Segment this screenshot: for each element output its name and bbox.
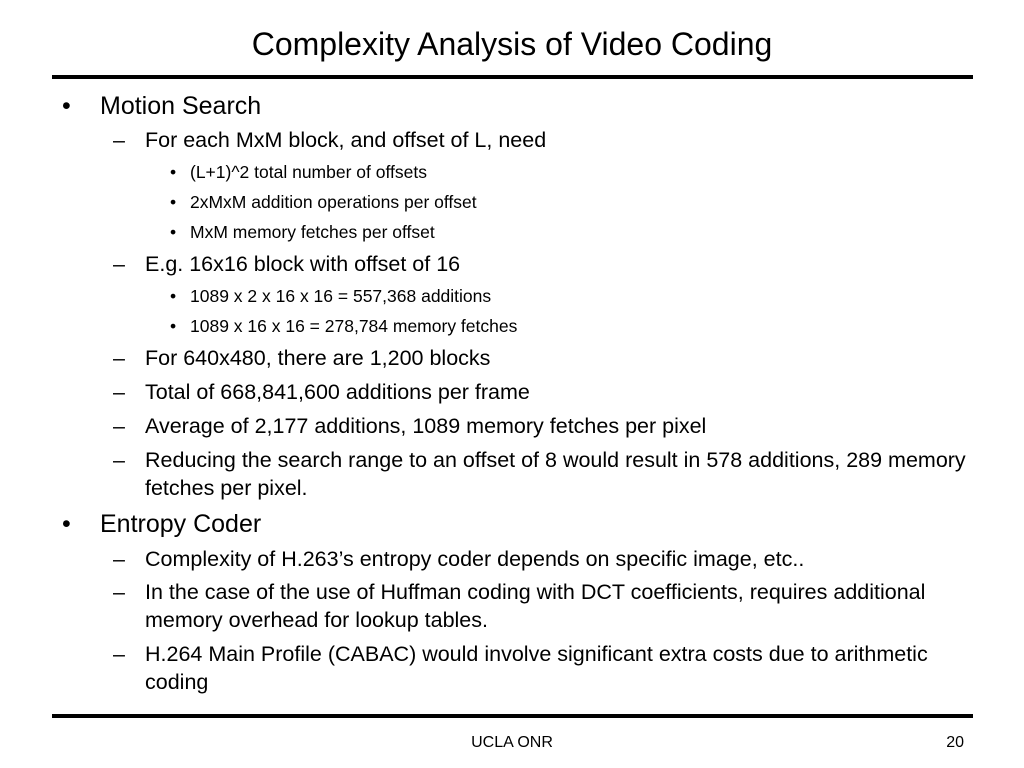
page-number: 20	[946, 734, 964, 751]
bullet-dot: •	[170, 162, 177, 182]
sub-bullet-text: E.g. 16x16 block with offset of 16	[145, 252, 461, 276]
bullet-dot: •	[170, 192, 177, 212]
title-rule	[52, 75, 973, 79]
sub-sub-bullet-text: 1089 x 2 x 16 x 16 = 557,368 additions	[190, 286, 492, 306]
dash-marker: –	[113, 547, 125, 571]
bullet-dot: •	[62, 92, 71, 120]
dash-marker: –	[113, 346, 125, 370]
dash-marker: –	[113, 380, 125, 404]
bullet-dot: •	[170, 286, 177, 306]
sub-bullet-text: Total of 668,841,600 additions per frame	[145, 380, 530, 404]
sub-sub-bullet-text: 2xMxM addition operations per offset	[190, 192, 477, 212]
dash-marker: –	[113, 580, 125, 604]
sub-bullet-text: In the case of the use of Huffman coding with DCT coefficients, requires additional memory overhead for lookup tables.	[145, 580, 926, 632]
dash-marker: –	[113, 448, 125, 472]
sub-bullet-text: H.264 Main Profile (CABAC) would involve significant extra costs due to arithmetic coding	[145, 642, 928, 694]
footer-label: UCLA ONR	[471, 734, 553, 751]
dash-marker: –	[113, 414, 125, 438]
bullet-text: Motion Search	[100, 92, 262, 120]
sub-bullet-text: For each MxM block, and offset of L, need	[145, 128, 547, 152]
slide-title: Complexity Analysis of Video Coding	[251, 26, 773, 62]
dash-marker: –	[113, 642, 125, 666]
dash-marker: –	[113, 252, 125, 276]
bullet-text: Entropy Coder	[100, 510, 262, 538]
sub-sub-bullet-text: 1089 x 16 x 16 = 278,784 memory fetches	[190, 316, 518, 336]
sub-bullet-text: Reducing the search range to an offset of 8 would result in 578 additions, 289 memory fetches per pixel.	[145, 448, 966, 500]
sub-bullet-text: Average of 2,177 additions, 1089 memory fetches per pixel	[145, 414, 707, 438]
bullet-dot: •	[170, 316, 177, 336]
dash-marker: –	[113, 128, 125, 152]
bullet-dot: •	[62, 510, 71, 538]
sub-bullet-text: Complexity of H.263’s entropy coder depends on specific image, etc..	[145, 547, 805, 571]
sub-sub-bullet-text: MxM memory fetches per offset	[190, 222, 435, 242]
bullet-dot: •	[170, 222, 177, 242]
footer-rule	[52, 714, 973, 718]
sub-bullet-text: For 640x480, there are 1,200 blocks	[145, 346, 491, 370]
sub-sub-bullet-text: (L+1)^2 total number of offsets	[190, 162, 427, 182]
